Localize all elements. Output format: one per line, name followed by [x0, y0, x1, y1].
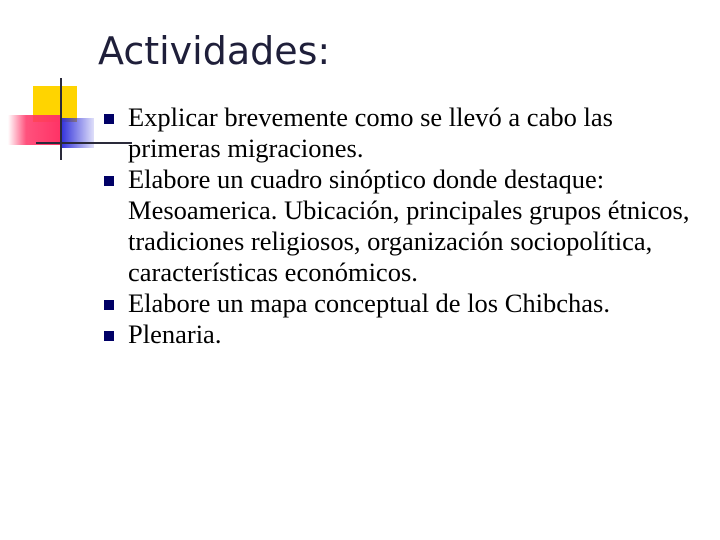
- bullet-text: Elabore un cuadro sinóptico donde destaque: Mesoamerica. Ubicación, principales grupos étnicos, tradiciones religiosos, organización sociopolítica, características económicos.: [128, 164, 690, 287]
- square-bullet-icon: [104, 300, 114, 310]
- bullet-item: [98, 319, 698, 350]
- bullet-item: [98, 288, 698, 319]
- bullet-text: Plenaria.: [128, 319, 222, 349]
- square-bullet-icon: [104, 114, 114, 124]
- bullet-list: [98, 102, 698, 350]
- bullet-item: [98, 164, 698, 288]
- slide-title: Actividades:: [98, 29, 331, 73]
- bullet-text: Explicar brevemente como se llevó a cabo las primeras migraciones.: [128, 102, 613, 163]
- square-bullet-icon: [104, 176, 114, 186]
- bullet-text: Elabore un mapa conceptual de los Chibchas.: [128, 288, 610, 318]
- square-bullet-icon: [104, 331, 114, 341]
- red-gradient-bar: [8, 115, 60, 145]
- bullet-item: [98, 102, 698, 164]
